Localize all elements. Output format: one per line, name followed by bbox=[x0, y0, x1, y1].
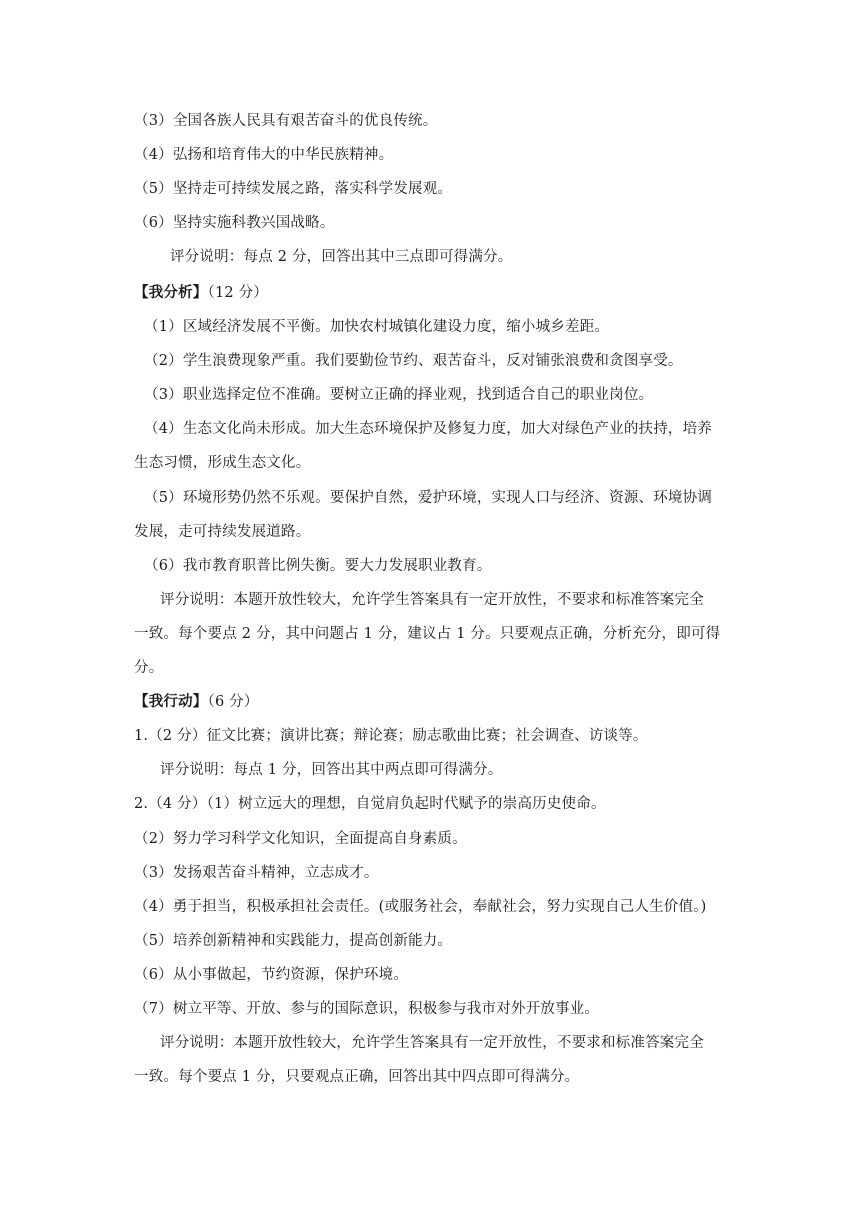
text-line: （1）区域经济发展不平衡。加快农村城镇化建设力度，缩小城乡差距。 bbox=[144, 319, 610, 335]
text-line: （4）生态文化尚未形成。加大生态环境保护及修复力度，加大对绿色产业的扶持，培养 bbox=[144, 421, 713, 437]
text-line: （5）环境形势仍然不乐观。要保护自然，爱护环境，实现人口与经济、资源、环境协调 bbox=[144, 490, 713, 506]
text-line: 生态习惯，形成生态文化。 bbox=[134, 455, 311, 471]
text-line: 一致。每个要点 2 分，其中问题占 1 分，建议占 1 分。只要观点正确，分析充分，即可得 bbox=[134, 626, 721, 642]
text-line: （3）职业选择定位不准确。要树立正确的择业观，找到适合自己的职业岗位。 bbox=[144, 387, 654, 403]
text-line: 一致。每个要点 1 分，只要观点正确，回答出其中四点即可得满分。 bbox=[134, 1069, 580, 1085]
section-score: （12 分） bbox=[207, 285, 269, 301]
scoring-note: 评分说明：本题开放性较大，允许学生答案具有一定开放性，不要求和标准答案完全 bbox=[160, 1035, 704, 1051]
section-heading-act bbox=[134, 691, 734, 713]
text-line: 2.（4 分）（1）树立远大的理想，自觉肩负起时代赋予的崇高历史使命。 bbox=[134, 796, 606, 812]
section-title: 【我行动】 bbox=[134, 693, 208, 710]
text-line: （2）学生浪费现象严重。我们要勤俭节约、艰苦奋斗，反对铺张浪费和贪图享受。 bbox=[144, 353, 683, 369]
text-line: （6）从小事做起，节约资源，保护环境。 bbox=[134, 967, 409, 983]
text-line: （3）全国各族人民具有艰苦奋斗的优良传统。 bbox=[134, 113, 438, 129]
text-line: （6）我市教育职普比例失衡。要大力发展职业教育。 bbox=[144, 558, 492, 574]
section-title: 【我分析】 bbox=[134, 284, 208, 301]
section-heading-analyze bbox=[134, 282, 734, 304]
text-line: （7）树立平等、开放、参与的国际意识，积极参与我市对外开放事业。 bbox=[134, 1001, 600, 1017]
text-line: （4）弘扬和培育伟大的中华民族精神。 bbox=[134, 147, 394, 163]
text-line: （3）发扬艰苦奋斗精神，立志成才。 bbox=[134, 865, 379, 881]
text-line: （5）培养创新精神和实践能力，提高创新能力。 bbox=[134, 933, 453, 949]
text-line: （5）坚持走可持续发展之路，落实科学发展观。 bbox=[134, 181, 453, 197]
text-line: 分。 bbox=[134, 660, 164, 676]
scoring-note: 评分说明：本题开放性较大，允许学生答案具有一定开放性，不要求和标准答案完全 bbox=[160, 592, 704, 608]
text-line: （2）努力学习科学文化知识，全面提高自身素质。 bbox=[134, 831, 467, 847]
scoring-note: 评分说明：每点 1 分，回答出其中两点即可得满分。 bbox=[160, 762, 503, 778]
text-line: 发展，走可持续发展道路。 bbox=[134, 524, 311, 540]
text-line: （6）坚持实施科教兴国战略。 bbox=[134, 215, 335, 231]
section-score: （6 分） bbox=[207, 694, 259, 710]
scoring-note: 评分说明：每点 2 分，回答出其中三点即可得满分。 bbox=[170, 249, 513, 265]
text-line: （4）勇于担当，积极承担社会责任。(或服务社会，奉献社会，努力实现自己人生价值。) bbox=[134, 899, 707, 915]
text-line: 1.（2 分）征文比赛；演讲比赛；辩论赛；励志歌曲比赛；社会调查、访谈等。 bbox=[134, 728, 648, 744]
